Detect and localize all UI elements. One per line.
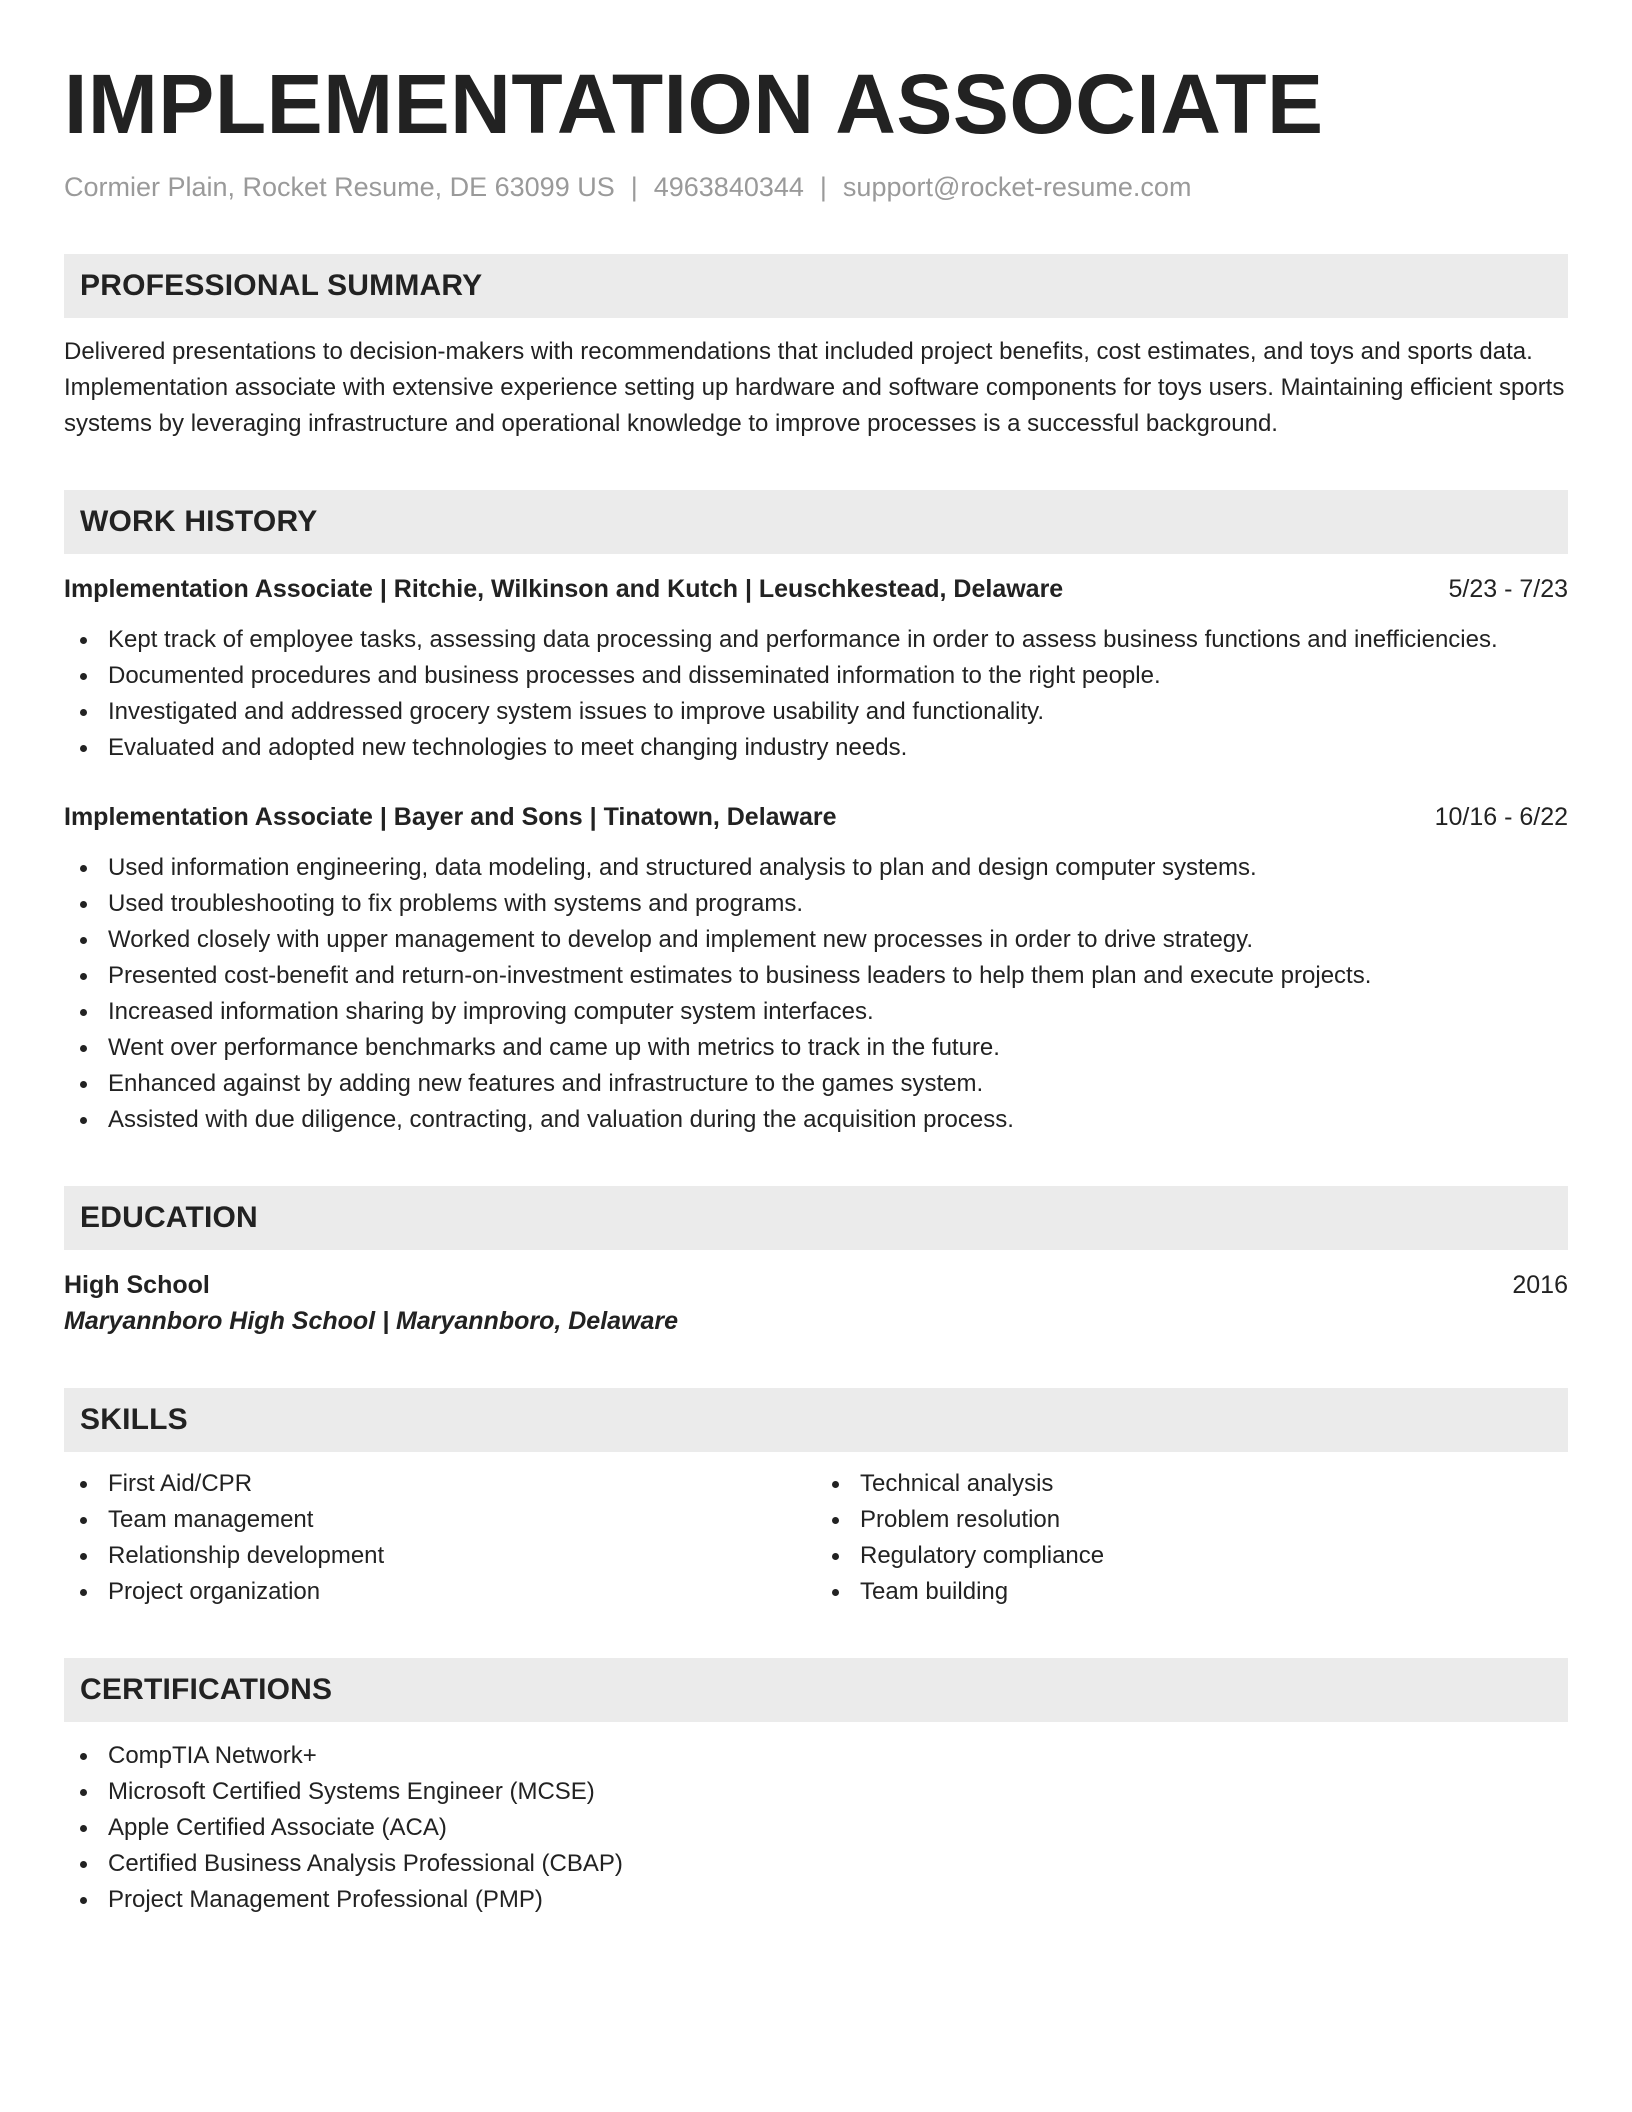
work-history-section <box>64 490 1568 1138</box>
job-header <box>64 800 1568 834</box>
job-title: Implementation Associate | Ritchie, Wilkinson and Kutch | Leuschkestead, Delaware <box>64 575 1064 603</box>
contact-separator: | <box>630 172 638 202</box>
job-bullet: Went over performance benchmarks and came up with metrics to track in the future. <box>64 1030 1568 1066</box>
job-bullet: Worked closely with upper management to develop and implement new processes in order to drive strategy. <box>64 922 1568 958</box>
summary-section <box>64 254 1568 442</box>
skill-item: First Aid/CPR <box>64 1466 816 1502</box>
contact-line <box>64 170 1568 204</box>
candidate-name: IMPLEMENTATION ASSOCIATE <box>64 57 1324 151</box>
education-entry <box>64 1268 1568 1340</box>
certifications-heading: CERTIFICATIONS <box>64 1658 1568 1722</box>
job-title: Implementation Associate | Bayer and Sons | Tinatown, Delaware <box>64 803 837 831</box>
certification-item: Certified Business Analysis Professional (CBAP) <box>64 1846 1568 1882</box>
certifications-list <box>64 1738 1568 1918</box>
education-degree: High School <box>64 1271 210 1299</box>
skill-item: Team building <box>816 1574 1568 1610</box>
summary-heading: PROFESSIONAL SUMMARY <box>64 254 1568 318</box>
job-bullets <box>64 622 1568 766</box>
education-school: Maryannboro High School | Maryannboro, Delaware <box>64 1307 679 1335</box>
skill-item: Technical analysis <box>816 1466 1568 1502</box>
certification-item: Microsoft Certified Systems Engineer (MCSE) <box>64 1774 1568 1810</box>
job-entry <box>64 800 1568 1138</box>
education-section <box>64 1186 1568 1340</box>
job-bullet: Increased information sharing by improving computer system interfaces. <box>64 994 1568 1030</box>
job-bullet: Enhanced against by adding new features and infrastructure to the games system. <box>64 1066 1568 1102</box>
job-header <box>64 572 1568 606</box>
skills-list <box>64 1466 816 1610</box>
work-history-heading: WORK HISTORY <box>64 490 1568 554</box>
job-dates: 5/23 - 7/23 <box>1448 575 1568 603</box>
job-bullet: Assisted with due diligence, contracting, and valuation during the acquisition process. <box>64 1102 1568 1138</box>
certifications-section <box>64 1658 1568 1918</box>
certification-item: Apple Certified Associate (ACA) <box>64 1810 1568 1846</box>
contact-phone: 4963840344 <box>653 172 804 202</box>
skills-column-right <box>816 1466 1568 1610</box>
skills-heading: SKILLS <box>64 1388 1568 1452</box>
education-heading: EDUCATION <box>64 1186 1568 1250</box>
certification-item: CompTIA Network+ <box>64 1738 1568 1774</box>
skill-item: Problem resolution <box>816 1502 1568 1538</box>
skills-column-left <box>64 1466 816 1610</box>
job-bullet: Documented procedures and business processes and disseminated information to the right people. <box>64 658 1568 694</box>
skills-section <box>64 1388 1568 1610</box>
certification-item: Project Management Professional (PMP) <box>64 1882 1568 1918</box>
skill-item: Team management <box>64 1502 816 1538</box>
job-bullet: Kept track of employee tasks, assessing data processing and performance in order to assess business functions and inefficiencies. <box>64 622 1568 658</box>
job-bullet: Presented cost-benefit and return-on-investment estimates to business leaders to help them plan and execute projects. <box>64 958 1568 994</box>
job-dates: 10/16 - 6/22 <box>1434 803 1568 831</box>
job-bullet: Evaluated and adopted new technologies to meet changing industry needs. <box>64 730 1568 766</box>
job-bullet: Investigated and addressed grocery system issues to improve usability and functionality. <box>64 694 1568 730</box>
contact-separator: | <box>819 172 827 202</box>
contact-email: support@rocket-resume.com <box>842 172 1192 202</box>
skill-item: Regulatory compliance <box>816 1538 1568 1574</box>
skill-item: Relationship development <box>64 1538 816 1574</box>
skills-list <box>816 1466 1568 1610</box>
job-bullets <box>64 850 1568 1138</box>
job-entry <box>64 572 1568 766</box>
job-bullet: Used information engineering, data modeling, and structured analysis to plan and design computer systems. <box>64 850 1568 886</box>
job-bullet: Used troubleshooting to fix problems with systems and programs. <box>64 886 1568 922</box>
skill-item: Project organization <box>64 1574 816 1610</box>
education-year: 2016 <box>1512 1271 1568 1299</box>
education-header <box>64 1268 1568 1302</box>
skills-grid <box>64 1466 1568 1610</box>
contact-address: Cormier Plain, Rocket Resume, DE 63099 US <box>64 172 615 202</box>
summary-text: Delivered presentations to decision-makers with recommendations that included project benefits, cost estimates, and toys and sports data. Implementation associate with extensive experience setting up hardware and software components for toys users. Maintaining efficient sports systems by leveraging infrastructure and operational knowledge to improve processes is a successful background. <box>64 338 1565 437</box>
